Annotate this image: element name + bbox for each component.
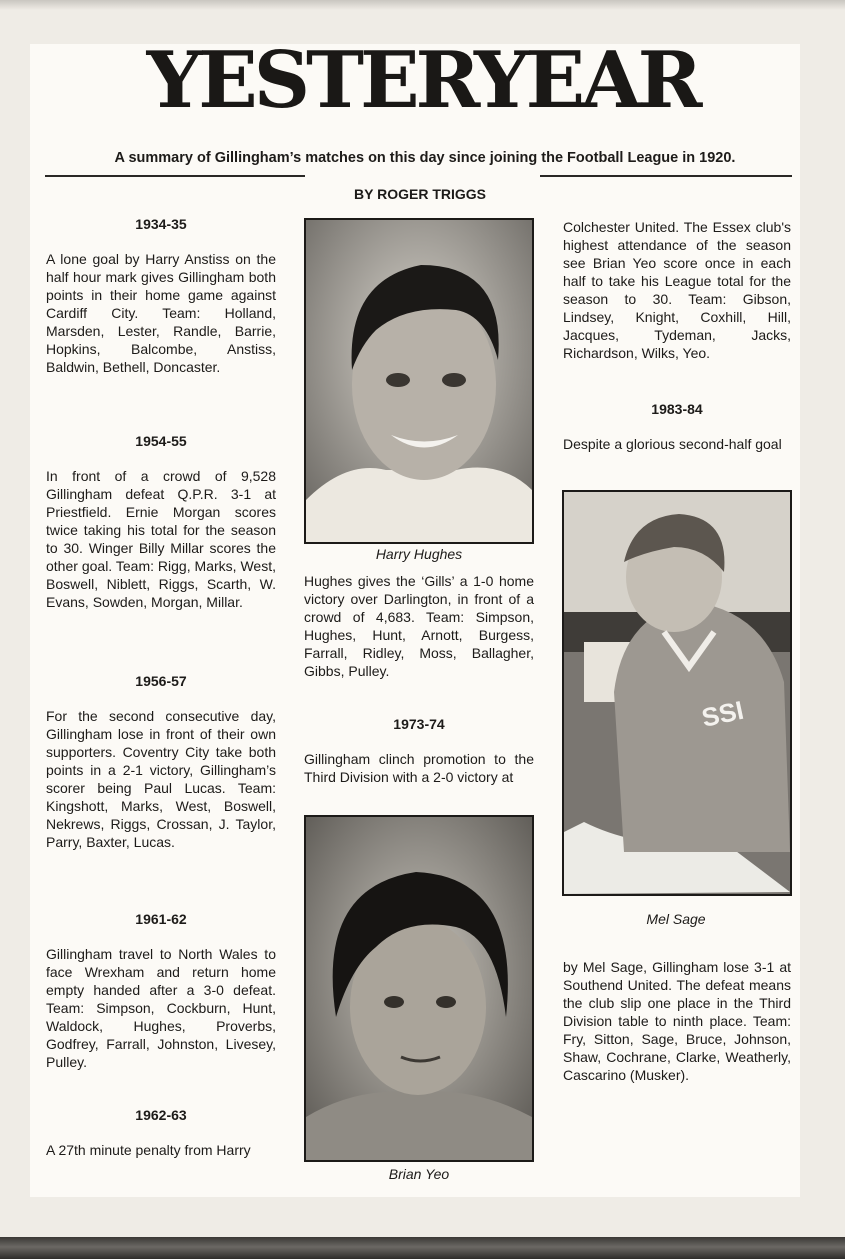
season-heading: 1934-35 xyxy=(135,216,187,232)
season-text: by Mel Sage, Gillingham lose 3-1 at Southend United. The defeat means the club slip one place in the Third Division table to ninth place. Team: Fry, Sitton, Sage, Bruce, Johnson, Shaw, Cochrane, Clarke, Weatherly, Cascarino (Musker). xyxy=(563,959,791,1083)
page-bottom-edge xyxy=(0,1237,845,1259)
summary-line: A summary of Gillingham’s matches on this day since joining the Football League in 1920. xyxy=(114,150,736,166)
portrait-image xyxy=(564,492,790,894)
season-heading: 1983-84 xyxy=(651,401,703,417)
page-top-edge xyxy=(0,0,845,10)
season-text: A 27th minute penalty from Harry xyxy=(46,1142,251,1158)
page-title: YESTERYEAR xyxy=(146,35,699,126)
photo-caption: Mel Sage xyxy=(646,911,706,927)
season-text: Gillingham travel to North Wales to face Wrexham and return home empty handed after a 3-0 defeat. Team: Simpson, Cockburn, Hunt, Waldock, Hughes, Proverbs, Godfrey, Farrall, Johnston, Livesey, Pulley. xyxy=(46,946,276,1070)
season-text: Colchester United. The Essex club's highest attendance of the season see Brian Yeo score once in each half to take his League total for the season to 30. Team: Gibson, Lindsey, Knight, Coxhill, Hill, Jacques, Tydeman, Jacks, Richardson, Wilks, Yeo. xyxy=(563,219,791,361)
season-text: A lone goal by Harry Anstiss on the half hour mark gives Gillingham both points in their home game against Cardiff City. Team: Holland, Marsden, Lester, Randle, Barrie, Hopkins, Balcombe, Anstiss, Baldwin, Bethell, Doncaster. xyxy=(46,251,276,375)
summary-underline-right xyxy=(540,175,792,177)
summary-underline-left xyxy=(45,175,305,177)
photo-harry-hughes xyxy=(304,218,534,544)
shirt-lettering: SSI xyxy=(699,694,747,733)
photo-brian-yeo xyxy=(304,815,534,1162)
season-text: For the second consecutive day, Gillingham lose in front of their own supporters. Coventry City take both points in a 2-1 victory, Gillingham’s scorer being Paul Lucas. Team: Kingshott, Marks, West, Boswell, Nekrews, Riggs, Crossan, J. Taylor, Parry, Baxter, Lucas. xyxy=(46,708,276,850)
season-heading: 1961-62 xyxy=(135,911,187,927)
photo-caption: Brian Yeo xyxy=(388,1166,450,1182)
byline: BY ROGER TRIGGS xyxy=(354,186,486,202)
season-heading: 1962-63 xyxy=(135,1107,187,1123)
season-text: In front of a crowd of 9,528 Gillingham defeat Q.P.R. 3-1 at Priestfield. Ernie Morgan scores twice taking his total for the season to 30. Winger Billy Millar scores the other goal. Team: Rigg, Marks, West, Boswell, Niblett, Riggs, Scarth, W. Evans, Sowden, Morgan, Millar. xyxy=(46,468,276,610)
season-heading: 1973-74 xyxy=(393,716,445,732)
season-text: Hughes gives the ‘Gills’ a 1-0 home victory over Darlington, in front of a crowd of 4,683. Team: Simpson, Hughes, Hunt, Arnott, Burgess, Farrall, Ridley, Moss, Ballagher, Gibbs, Pulley. xyxy=(304,573,534,679)
season-heading: 1954-55 xyxy=(135,433,187,449)
photo-mel-sage xyxy=(562,490,792,896)
photo-caption: Harry Hughes xyxy=(375,546,463,562)
season-text: Gillingham clinch promotion to the Third Division with a 2-0 victory at xyxy=(304,751,534,785)
portrait-image xyxy=(306,817,532,1160)
season-heading: 1956-57 xyxy=(135,673,187,689)
portrait-image xyxy=(306,220,532,542)
season-text: Despite a glorious second-half goal xyxy=(563,436,782,452)
